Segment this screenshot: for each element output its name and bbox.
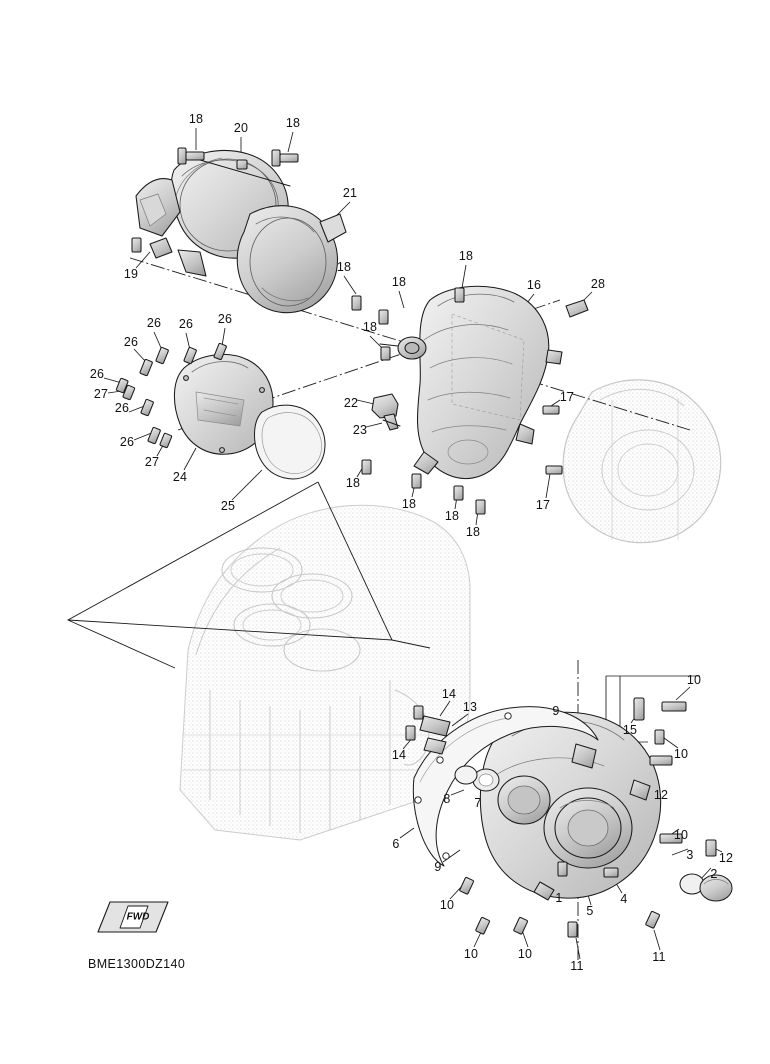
part-25-gasket xyxy=(255,405,325,479)
callout-number: 17 xyxy=(559,390,575,404)
callout-number: 18 xyxy=(401,497,417,511)
callout-number: 10 xyxy=(686,673,702,687)
callout-number: 16 xyxy=(526,278,542,292)
callout-number: 18 xyxy=(465,525,481,539)
fwd-direction-label: FWD xyxy=(126,911,150,923)
callout-number: 14 xyxy=(441,687,457,701)
callout-number: 6 xyxy=(392,837,400,851)
callout-number: 9 xyxy=(552,704,560,718)
callout-number: 24 xyxy=(172,470,188,484)
callout-number: 18 xyxy=(188,112,204,126)
callout-number: 26 xyxy=(89,367,105,381)
part-16-crankcase xyxy=(380,286,562,478)
callout-number: 20 xyxy=(233,121,249,135)
callout-number: 12 xyxy=(653,788,669,802)
callout-number: 10 xyxy=(439,898,455,912)
part-1-clutch-cover xyxy=(480,712,660,900)
callout-number: 15 xyxy=(622,723,638,737)
part-22-sensor xyxy=(372,394,400,430)
callout-number: 27 xyxy=(144,455,160,469)
callout-number: 21 xyxy=(342,186,358,200)
callout-number: 18 xyxy=(458,249,474,263)
callout-number: 18 xyxy=(345,476,361,490)
callout-number: 26 xyxy=(114,401,130,415)
callout-number: 3 xyxy=(686,848,694,862)
callout-number: 17 xyxy=(535,498,551,512)
callout-number: 27 xyxy=(93,387,109,401)
callout-number: 26 xyxy=(178,317,194,331)
callout-number: 12 xyxy=(718,851,734,865)
callout-number: 10 xyxy=(673,747,689,761)
callout-number: 26 xyxy=(119,435,135,449)
callout-number: 2 xyxy=(710,867,718,881)
callout-number: 23 xyxy=(352,423,368,437)
callout-number: 18 xyxy=(362,320,378,334)
callout-number: 9 xyxy=(434,860,442,874)
callout-number: 1 xyxy=(555,891,563,905)
callout-number: 10 xyxy=(463,947,479,961)
callout-number: 10 xyxy=(673,828,689,842)
callout-number: 22 xyxy=(343,396,359,410)
callout-number: 28 xyxy=(590,277,606,291)
callout-number: 8 xyxy=(443,792,451,806)
callout-number: 14 xyxy=(391,748,407,762)
callout-number: 26 xyxy=(123,335,139,349)
callout-number: 11 xyxy=(570,959,584,973)
callout-number: 11 xyxy=(652,950,666,964)
callout-number: 19 xyxy=(123,267,139,281)
callout-number: 5 xyxy=(586,904,594,918)
callout-number: 26 xyxy=(146,316,162,330)
part-13-14-bracket xyxy=(406,706,450,754)
callout-number: 13 xyxy=(462,700,478,714)
callout-number: 26 xyxy=(217,312,233,326)
callout-number: 18 xyxy=(336,260,352,274)
part-28-clip xyxy=(566,300,588,317)
callout-number: 10 xyxy=(517,947,533,961)
callout-number: 18 xyxy=(285,116,301,130)
part-21-cover xyxy=(237,206,346,313)
part-code-label: BME1300DZ140 xyxy=(88,957,186,971)
callout-number: 18 xyxy=(391,275,407,289)
callout-number: 18 xyxy=(444,509,460,523)
callout-number: 7 xyxy=(474,796,482,810)
callout-number: 4 xyxy=(620,892,628,906)
callout-number: 25 xyxy=(220,499,236,513)
